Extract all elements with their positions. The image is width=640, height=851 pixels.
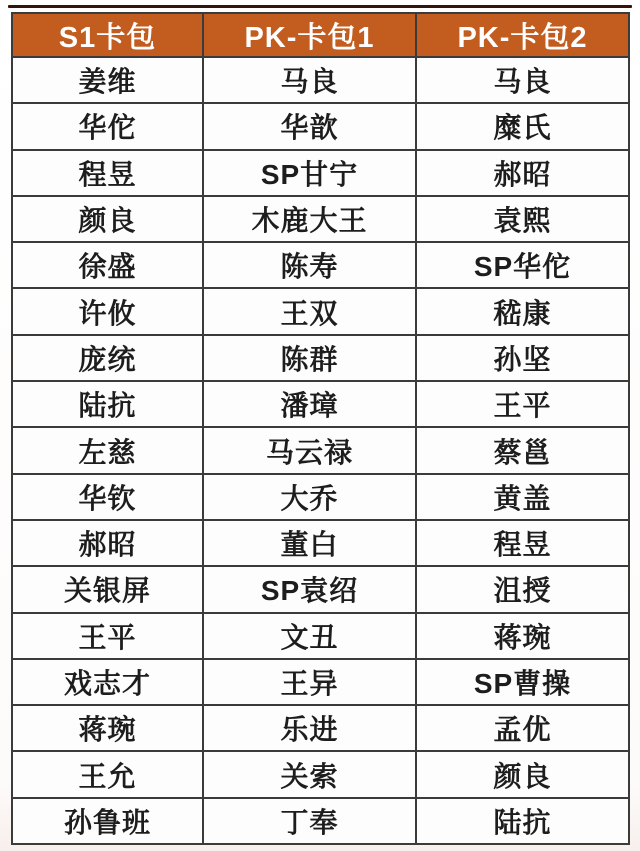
table-row [12,427,629,473]
card-name-cell: 程昱 [12,150,203,196]
card-name-cell: 孙坚 [416,335,629,381]
card-name-cell: 蒋琬 [12,705,203,751]
card-name-cell: 王平 [416,381,629,427]
card-name-cell: 王平 [12,613,203,659]
card-name-cell: 王双 [203,288,416,334]
card-name-cell: 沮授 [416,566,629,612]
table-row [12,57,629,103]
card-name-cell: 陆抗 [416,798,629,844]
card-name-cell: 马良 [416,57,629,103]
card-pack-table-header [12,13,629,57]
card-name-cell: 马良 [203,57,416,103]
card-name-cell: SP甘宁 [203,150,416,196]
table-row [12,798,629,844]
card-name-cell: 程昱 [416,520,629,566]
card-name-cell: 颜良 [416,751,629,797]
table-row [12,381,629,427]
card-name-cell: SP华佗 [416,242,629,288]
card-name-cell: SP袁绍 [203,566,416,612]
card-name-cell: 董白 [203,520,416,566]
card-name-cell: 王允 [12,751,203,797]
table-row [12,288,629,334]
table-row [12,520,629,566]
card-name-cell: 丁奉 [203,798,416,844]
card-name-cell: 郝昭 [12,520,203,566]
card-name-cell: SP曹操 [416,659,629,705]
card-name-cell: 华钦 [12,474,203,520]
card-name-cell: 木鹿大王 [203,196,416,242]
card-name-cell: 乐进 [203,705,416,751]
top-divider-line [8,5,632,8]
table-row [12,659,629,705]
card-name-cell: 陈寿 [203,242,416,288]
card-name-cell: 孙鲁班 [12,798,203,844]
card-name-cell: 左慈 [12,427,203,473]
card-name-cell: 庞统 [12,335,203,381]
card-name-cell: 蒋琬 [416,613,629,659]
card-name-cell: 华歆 [203,103,416,149]
table-row [12,751,629,797]
card-pack-table-body [12,57,629,844]
table-row [12,150,629,196]
card-name-cell: 黄盖 [416,474,629,520]
card-name-cell: 陆抗 [12,381,203,427]
card-name-cell: 嵇康 [416,288,629,334]
card-pack-table [11,12,630,845]
table-row [12,196,629,242]
card-name-cell: 潘璋 [203,381,416,427]
card-name-cell: 蔡邕 [416,427,629,473]
card-name-cell: 关索 [203,751,416,797]
table-row [12,103,629,149]
table-row [12,566,629,612]
table-row [12,705,629,751]
column-header: PK-卡包1 [203,13,416,57]
header-row [12,13,629,57]
card-name-cell: 许攸 [12,288,203,334]
card-name-cell: 徐盛 [12,242,203,288]
card-name-cell: 袁熙 [416,196,629,242]
card-name-cell: 王异 [203,659,416,705]
card-name-cell: 戏志才 [12,659,203,705]
card-name-cell: 陈群 [203,335,416,381]
card-name-cell: 郝昭 [416,150,629,196]
table-row [12,474,629,520]
card-name-cell: 姜维 [12,57,203,103]
table-row [12,335,629,381]
column-header: PK-卡包2 [416,13,629,57]
card-name-cell: 文丑 [203,613,416,659]
column-header: S1卡包 [12,13,203,57]
card-name-cell: 糜氏 [416,103,629,149]
card-name-cell: 马云禄 [203,427,416,473]
table-row [12,613,629,659]
card-name-cell: 大乔 [203,474,416,520]
card-name-cell: 孟优 [416,705,629,751]
card-name-cell: 华佗 [12,103,203,149]
card-name-cell: 关银屏 [12,566,203,612]
card-name-cell: 颜良 [12,196,203,242]
table-row [12,242,629,288]
